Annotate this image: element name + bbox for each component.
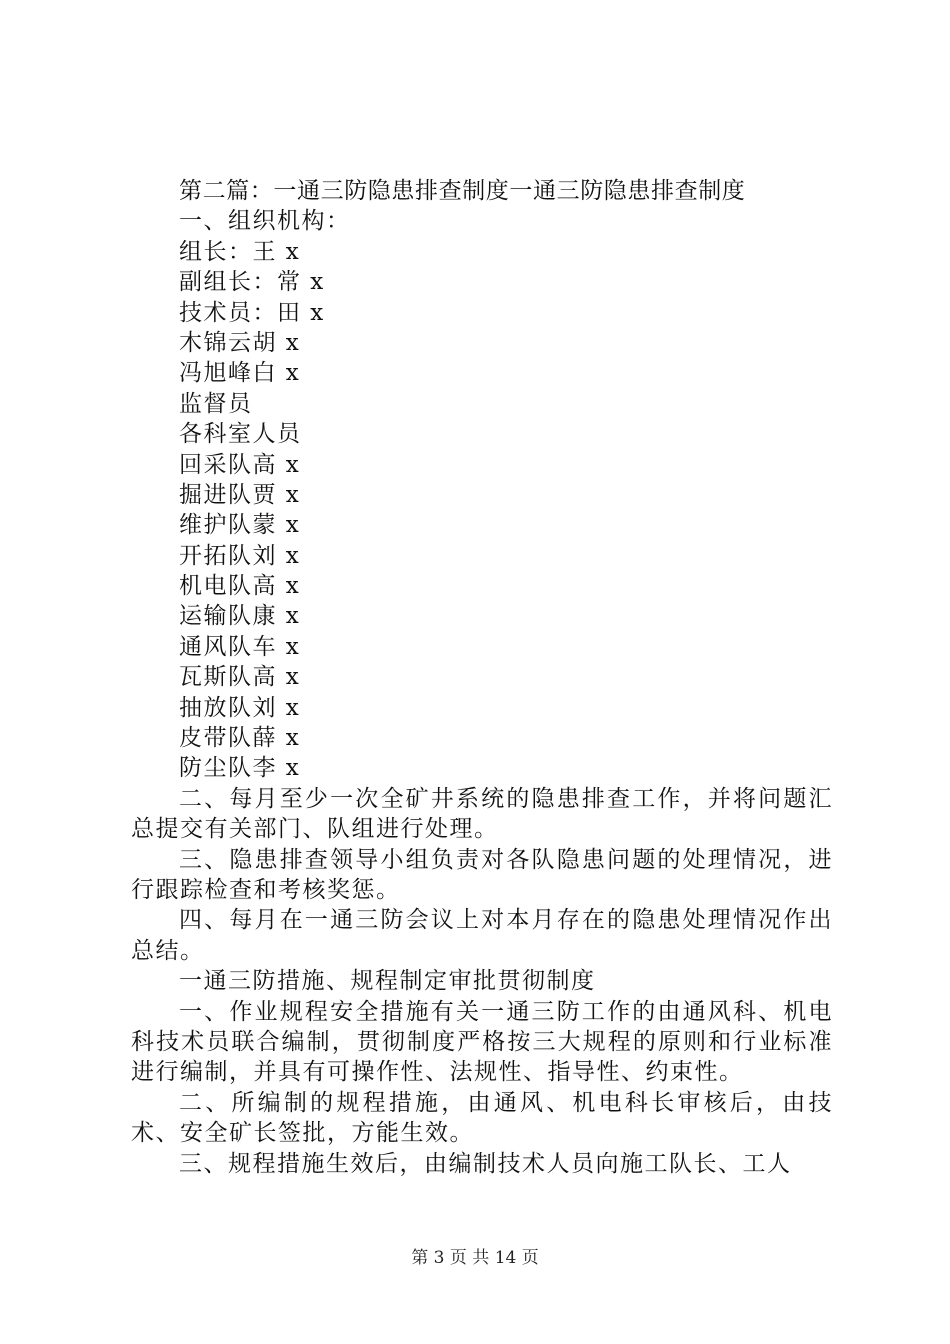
- paragraph: 二、所编制的规程措施，由通风、机电科长审核后，由技术、安全矿长签批，方能生效。: [131, 1089, 833, 1147]
- member-item: 机电队高 x: [179, 573, 301, 600]
- document-body: [131, 176, 833, 1179]
- member-item: 技术员：田 x: [179, 299, 325, 326]
- member-list: [131, 237, 833, 784]
- page-number-footer: 第 3 页 共 14 页: [411, 1248, 539, 1268]
- member-item: 监督员: [179, 390, 253, 417]
- member-item: 运输队康 x: [179, 603, 301, 630]
- member-item: 抽放队刘 x: [179, 694, 301, 721]
- paragraph: 四、每月在一通三防会议上对本月存在的隐患处理情况作出总结。: [131, 907, 833, 964]
- member-item: 副组长：常 x: [179, 269, 325, 296]
- member-item: 通风队车 x: [179, 633, 301, 660]
- member-item: 掘进队贾 x: [179, 481, 301, 508]
- member-item: 维护队蒙 x: [179, 512, 301, 539]
- member-item: 开拓队刘 x: [179, 542, 301, 569]
- paragraph: 三、隐患排查领导小组负责对各队隐患问题的处理情况，进行跟踪检查和考核奖惩。: [131, 846, 833, 904]
- member-item: 木锦云胡 x: [179, 329, 301, 356]
- document-title: 第二篇：一通三防隐患排查制度一通三防隐患排查制度: [179, 178, 746, 204]
- member-item: 回采队高 x: [179, 451, 301, 478]
- org-heading: 一、组织机构：: [179, 208, 351, 235]
- paragraph: 二、每月至少一次全矿井系统的隐患排查工作，并将问题汇总提交有关部门、队组进行处理。: [131, 785, 833, 843]
- paragraph: 三、规程措施生效后，由编制技术人员向施工队长、工人: [179, 1150, 792, 1177]
- member-item: 防尘队李 x: [179, 755, 301, 782]
- paragraph: 一、作业规程安全措施有关一通三防工作的由通风科、机电科技术员联合编制，贯彻制度严格按三大规程的原则和行业标准进行编制，并具有可操作性、法规性、指导性、约束性。: [131, 998, 833, 1086]
- member-item: 瓦斯队高 x: [179, 664, 301, 691]
- member-item: 皮带队薛 x: [179, 725, 301, 752]
- member-item: 冯旭峰白 x: [179, 360, 301, 387]
- member-item: 组长：王 x: [179, 238, 301, 265]
- member-item: 各科室人员: [179, 421, 302, 448]
- section-heading: 一通三防措施、规程制定审批贯彻制度: [179, 968, 596, 995]
